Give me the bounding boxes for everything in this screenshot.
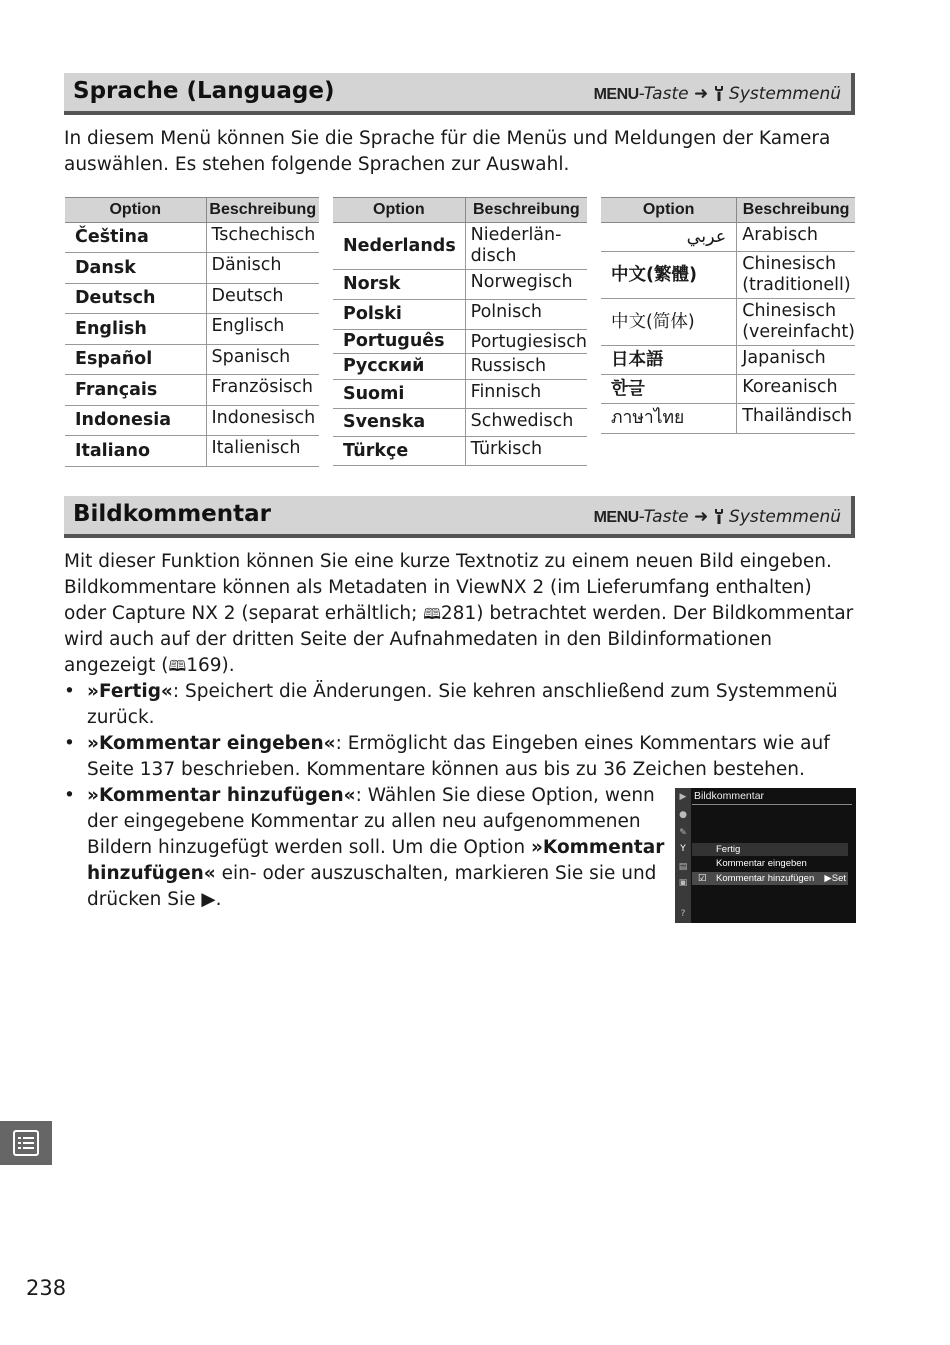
table-row: Polski Polnisch bbox=[333, 300, 587, 330]
bullet-icon: • bbox=[64, 733, 75, 754]
column-header-description: Beschreibung bbox=[465, 198, 587, 223]
wrench-icon bbox=[714, 507, 724, 527]
table-row: Dansk Dänisch bbox=[65, 253, 319, 284]
menu-path: MENU-Taste ➜ Systemmenü bbox=[593, 84, 841, 104]
menu-button-label: MENU bbox=[593, 509, 639, 526]
table-row: Suomi Finnisch bbox=[333, 380, 587, 409]
section-title: Sprache (Language) bbox=[73, 78, 335, 104]
section-header-language bbox=[64, 73, 855, 115]
table-row: Čeština Tschechisch bbox=[65, 223, 319, 253]
bullet-icon: • bbox=[64, 785, 75, 806]
menu-list-icon bbox=[13, 1130, 39, 1156]
wrench-icon: Y bbox=[680, 844, 686, 854]
language-table-1 bbox=[65, 197, 319, 467]
table-row: Türkçe Türkisch bbox=[333, 437, 587, 466]
my-menu-icon: ▣ bbox=[678, 878, 688, 888]
language-intro: In diesem Menü können Sie die Sprache für die Menüs und Meldungen der Kamera auswählen. Es stehen folgende Sprachen zur Auswahl. bbox=[64, 128, 831, 175]
screen-title: Bildkommentar bbox=[694, 790, 765, 802]
book-reference-icon: 🕮 bbox=[168, 657, 187, 675]
retouch-icon: ▤ bbox=[678, 862, 688, 872]
menu-item-fertig: Fertig bbox=[692, 843, 848, 856]
table-row: ภาษาไทย Thailändisch bbox=[601, 404, 855, 434]
language-table-2 bbox=[333, 197, 587, 466]
table-row: 한글 Koreanisch bbox=[601, 375, 855, 404]
bullet-icon: • bbox=[64, 681, 75, 702]
wrench-icon bbox=[714, 84, 724, 104]
list-item: • »Fertig«: Speichert die Änderungen. Sie kehren anschließend zum Systemmenü zurück. bbox=[64, 681, 838, 728]
column-header-option: Option bbox=[601, 198, 737, 223]
table-row: 日本語 Japanisch bbox=[601, 346, 855, 375]
section-title: Bildkommentar bbox=[73, 501, 272, 527]
menu-button-label: MENU bbox=[593, 86, 639, 103]
menu-item-kommentar-hinzufuegen: ☑ Kommentar hinzufügen ▶Set bbox=[692, 872, 848, 885]
table-row: Nederlands Niederlän-disch bbox=[333, 223, 587, 270]
table-row: Français Französisch bbox=[65, 375, 319, 406]
table-row: عربي Arabisch bbox=[601, 223, 855, 252]
table-row: Italiano Italienisch bbox=[65, 436, 319, 467]
table-row: Svenska Schwedisch bbox=[333, 409, 587, 437]
table-row: Norsk Norwegisch bbox=[333, 270, 587, 300]
column-header-option: Option bbox=[65, 198, 206, 223]
column-header-option: Option bbox=[333, 198, 465, 223]
list-item: • »Kommentar eingeben«: Ermöglicht das Eingeben eines Kommentars wie auf Seite 137 beschrieben. Kommentare können aus bis zu 36 Zeichen bestehen. bbox=[64, 733, 830, 780]
menu-tab-strip bbox=[675, 788, 691, 923]
camera-menu-screenshot bbox=[675, 788, 856, 923]
table-row: English Englisch bbox=[65, 314, 319, 345]
camera-icon: ● bbox=[679, 810, 687, 820]
column-header-description: Beschreibung bbox=[206, 198, 319, 223]
table-row: Indonesia Indonesisch bbox=[65, 406, 319, 436]
checkbox-icon: ☑ bbox=[698, 873, 707, 884]
pencil-icon: ✎ bbox=[679, 828, 687, 838]
section-header-image-comment bbox=[64, 496, 855, 538]
divider bbox=[692, 804, 852, 805]
book-reference-icon: 🕮 bbox=[423, 605, 441, 623]
image-comment-intro: Mit dieser Funktion können Sie eine kurze Textnotiz zu einem neuen Bild eingeben. Bildkommentare können als Metadaten in ViewNX 2 (im Lieferumfang enthalten) oder Capture NX 2 (separat erhältlich; 🕮281) betrachtet werden. Der Bildkommentar wird auch auf der dritten Seite der Aufnahmedaten in den Bildinformationen angezeigt (🕮169). bbox=[64, 551, 854, 676]
table-row: Русский Russisch bbox=[333, 354, 587, 380]
table-row: Deutsch Deutsch bbox=[65, 284, 319, 314]
chapter-tab bbox=[0, 1121, 52, 1165]
column-header-description: Beschreibung bbox=[737, 198, 855, 223]
table-row: 中文(简体) Chinesisch (vereinfacht) bbox=[601, 299, 855, 346]
help-icon: ? bbox=[680, 909, 686, 919]
menu-item-kommentar-eingeben: Kommentar eingeben bbox=[716, 858, 807, 869]
playback-icon: ▶ bbox=[679, 792, 687, 802]
table-row: 中文(繁體) Chinesisch (traditionell) bbox=[601, 252, 855, 299]
menu-path: MENU-Taste ➜ Systemmenü bbox=[593, 507, 841, 527]
language-table-3 bbox=[601, 197, 855, 434]
table-row: Español Spanisch bbox=[65, 345, 319, 375]
list-item: • »Kommentar hinzufügen«: Wählen Sie diese Option, wenn der eingegebene Kommentar zu allen neu aufgenommenen Bildern hinzugefügt werden soll. Um die Option »Kommentar hinzufügen« ein- oder auszuschalten, markieren Sie sie und drücken Sie ▶. bbox=[64, 785, 665, 910]
table-row: Português Portugiesisch bbox=[333, 330, 587, 354]
page-number: 238 bbox=[26, 1276, 67, 1300]
